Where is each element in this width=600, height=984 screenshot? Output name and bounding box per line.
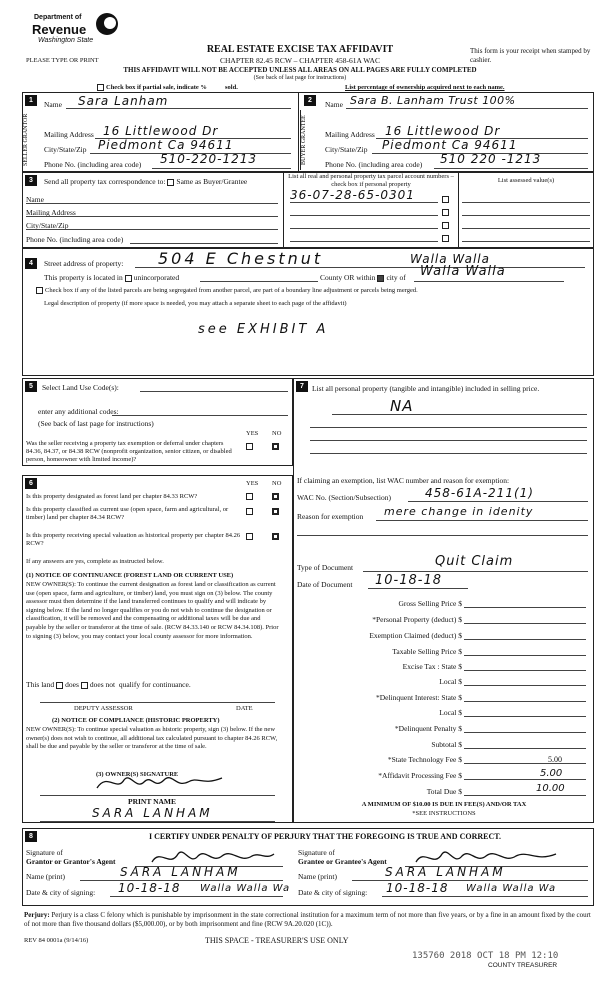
seller-label: SELLER GRANTOR xyxy=(22,110,36,170)
owner-signature[interactable] xyxy=(92,770,232,796)
forest-no-checkbox[interactable] xyxy=(272,493,279,500)
grantor-city[interactable]: Walla Walla Wa xyxy=(200,883,291,894)
seller-name-label: Name xyxy=(44,100,62,109)
gross-price-label: Gross Selling Price $ xyxy=(398,599,462,608)
no-header-6: NO xyxy=(272,480,282,487)
penalty-label: *Delinquent Penalty $ xyxy=(394,724,462,733)
subtotal-label: Subtotal $ xyxy=(431,740,462,749)
corr-name-label: Name xyxy=(26,195,44,204)
grantor-name-label: Name (print) xyxy=(26,872,65,881)
land-qualify-line: This land does does not qualify for continuance. xyxy=(26,680,191,689)
please-print: PLEASE TYPE OR PRINT xyxy=(26,57,99,64)
treasurer-use: THIS SPACE - TREASURER'S USE ONLY xyxy=(205,936,349,945)
buyer-phone[interactable]: 510 220 -1213 xyxy=(440,152,542,166)
street-label: Street address of property: xyxy=(44,259,124,268)
corr-phone-label: Phone No. (including area code) xyxy=(26,235,124,244)
notice-compliance-text: NEW OWNER(S): To continue special valuation as historic property, sign (3) below. If the new owner(s) does not wish to continue, all additional tax calculated pursuant to chapter 84.26 RCW, shall be due and payable by the seller or transferor at the time of sale. xyxy=(26,726,278,751)
personal-prop-checkbox[interactable] xyxy=(442,235,449,242)
grantor-print-name[interactable]: SARA LANHAM xyxy=(120,865,241,879)
located-line: This property is located in unincorporated xyxy=(44,273,180,282)
exempt-yes-checkbox[interactable] xyxy=(246,443,253,450)
section-5-number: 5 xyxy=(25,381,37,392)
same-as-buyer-checkbox[interactable] xyxy=(167,179,174,186)
city-of-name[interactable]: Walla Walla xyxy=(420,264,506,279)
buyer-city[interactable]: Piedmont Ca 94611 xyxy=(382,138,518,152)
county-or-within: County OR within city of xyxy=(320,273,406,282)
warning: THIS AFFIDAVIT WILL NOT BE ACCEPTED UNLESS ALL AREAS ON ALL PAGES ARE FULLY COMPLETED xyxy=(123,66,477,74)
unincorporated-checkbox[interactable] xyxy=(125,275,132,282)
total-due-value[interactable]: 10.00 xyxy=(536,783,565,794)
see-back: (See back of last page for instructions) xyxy=(253,75,347,81)
doc-date-label: Date of Document xyxy=(297,580,353,589)
seller-phone-label: Phone No. (including area code) xyxy=(44,160,142,169)
dept-line: Department of xyxy=(34,14,82,21)
exemption-deduct-label: Exemption Claimed (deduct) $ xyxy=(369,631,462,640)
form-subtitle: CHAPTER 82.45 RCW – CHAPTER 458-61A WAC xyxy=(220,56,380,65)
treasurer-stamp: 135760 2018 OCT 18 PM 12:10 xyxy=(412,951,559,961)
state-line: Washington State xyxy=(38,37,94,44)
interest-local-label: Local $ xyxy=(439,708,462,717)
segregated-line: Check box if any of the listed parcels are being segregated from another parcel, are part of a boundary line adjustment or parcels being merged. xyxy=(34,287,418,294)
exempt-no-checkbox[interactable] xyxy=(272,443,279,450)
does-checkbox[interactable] xyxy=(56,682,63,689)
notice-compliance-title: (2) NOTICE OF COMPLIANCE (HISTORIC PROPERTY) xyxy=(52,717,220,724)
legal-description-label: Legal description of property (if more space is needed, you may attach a separate sheet to each page of the affidavit) xyxy=(44,300,347,307)
partial-sale-checkbox[interactable] xyxy=(97,84,104,91)
tech-fee-value[interactable]: 5.00 xyxy=(548,755,562,764)
no-header-5: NO xyxy=(272,430,282,437)
exemption-reason[interactable]: mere change in idenity xyxy=(384,505,534,518)
seller-city-label: City/State/Zip xyxy=(44,145,87,154)
grantee-date-label: Date & city of signing: xyxy=(298,888,368,897)
taxable-price-label: Taxable Selling Price $ xyxy=(392,647,462,656)
owner-print-name[interactable]: SARA LANHAM xyxy=(92,806,213,820)
forest-yes-checkbox[interactable] xyxy=(246,493,253,500)
section-8-number: 8 xyxy=(25,831,37,842)
exemption-header: If claiming an exemption, list WAC number and reason for exemption: xyxy=(297,476,510,485)
current-use-no-checkbox[interactable] xyxy=(272,508,279,515)
section-1-number: 1 xyxy=(25,95,37,106)
grantee-date[interactable]: 10-18-18 xyxy=(386,881,449,895)
grantee-sig-label: Signature of Grantee or Grantee's Agent xyxy=(298,848,387,866)
deputy-assessor: DEPUTY ASSESSOR xyxy=(74,705,133,712)
grantor-sig-label: Signature of Grantor or Grantor's Agent xyxy=(26,848,116,866)
wac-label: WAC No. (Section/Subsection) xyxy=(297,493,391,502)
buyer-phone-label: Phone No. (including area code) xyxy=(325,160,423,169)
buyer-city-label: City/State/Zip xyxy=(325,145,368,154)
print-name-label: PRINT NAME xyxy=(128,797,176,806)
land-use-label: Select Land Use Code(s): xyxy=(42,383,119,392)
section-7-number: 7 xyxy=(296,381,308,392)
exemption-question: Was the seller receiving a property tax exemption or deferral under chapters 84.36, 84.37, or 84.38 RCW (nonprofit organization, senior citizen, or disabled person, homeowner with limited income)? xyxy=(26,440,232,463)
if-any-yes: If any answers are yes, complete as instructed below. xyxy=(26,558,164,565)
form-title: REAL ESTATE EXCISE TAX AFFIDAVIT xyxy=(206,44,394,55)
grantee-print-name[interactable]: SARA LANHAM xyxy=(385,865,506,879)
within-city-checkbox[interactable] xyxy=(377,275,384,282)
corr-mail-label: Mailing Address xyxy=(26,208,76,217)
current-use-yes-checkbox[interactable] xyxy=(246,508,253,515)
seller-mail[interactable]: 16 Littlewood Dr xyxy=(103,124,219,138)
seller-phone[interactable]: 510-220-1213 xyxy=(160,152,258,166)
current-use-question: Is this property classified as current use (open space, farm and agricultural, or timber) land per chapter 84.34 RCW? xyxy=(26,506,229,521)
dor-logo xyxy=(32,12,122,48)
perjury-statement: Perjury: Perjury is a class C felony which is punishable by imprisonment in the state correctional institution for a maximum term of not more than five years, or by a fine in an amount fixed by the court of not more than five thousand dollars ($5,000.00), or by both imprisonment and fine (RCW 9A.20.020 (1C)). xyxy=(24,911,591,928)
segregated-checkbox[interactable] xyxy=(36,287,43,294)
grantee-city[interactable]: Walla Walla Wa xyxy=(466,883,557,894)
buyer-name-label: Name xyxy=(325,100,343,109)
form-revision: REV 84 0001a (9/14/16) xyxy=(24,937,89,944)
section-4-number: 4 xyxy=(25,258,37,269)
corr-city-label: City/State/Zip xyxy=(26,221,69,230)
sold-label: sold. xyxy=(225,84,238,91)
ownership-pct: List percentage of ownership acquired next to each name. xyxy=(345,84,505,91)
seller-mail-label: Mailing Address xyxy=(44,130,94,139)
tech-fee-label: *State Technology Fee $ xyxy=(387,755,462,764)
receipt-note: This form is your receipt when stamped by cashier. xyxy=(470,47,591,64)
assessed-header: List assessed value(s) xyxy=(497,177,555,184)
proc-fee-label: *Affidavit Processing Fee $ xyxy=(378,771,462,780)
personal-prop-checkbox[interactable] xyxy=(442,209,449,216)
yes-header-5: YES xyxy=(246,430,259,437)
certify-statement: I CERTIFY UNDER PENALTY OF PERJURY THAT THE FOREGOING IS TRUE AND CORRECT. xyxy=(148,832,501,841)
see-instructions: *SEE INSTRUCTIONS xyxy=(412,810,476,817)
assessor-date: DATE xyxy=(236,705,253,712)
logo-name: Revenue xyxy=(32,22,87,37)
personal-prop-checkbox[interactable] xyxy=(442,222,449,229)
forest-question: Is this property designated as forest land per chapter 84.33 RCW? xyxy=(26,493,198,500)
interest-state-label: *Delinquent Interest: State $ xyxy=(375,693,462,702)
buyer-label: BUYER GRANTEE xyxy=(300,110,314,170)
historic-question: Is this property receiving special valuation as historical property per chapter 84.26 RCW? xyxy=(26,532,241,547)
partial-sale: Check box if partial sale, indicate % xyxy=(95,84,207,91)
total-due-label: Total Due $ xyxy=(426,787,462,796)
street-city[interactable]: Walla Walla xyxy=(410,252,490,266)
personal-deduct-label: *Personal Property (deduct) $ xyxy=(372,615,462,624)
excise-state-label: Excise Tax : State $ xyxy=(402,662,462,671)
document-date[interactable]: 10-18-18 xyxy=(375,573,443,588)
reason-label: Reason for exemption xyxy=(297,512,364,521)
personal-prop-checkbox[interactable] xyxy=(442,196,449,203)
proc-fee-value[interactable]: 5.00 xyxy=(540,768,563,779)
section-6-number: 6 xyxy=(25,478,37,489)
county-treasurer: COUNTY TREASURER xyxy=(488,962,558,969)
buyer-mail[interactable]: 16 Littlewood Dr xyxy=(385,124,501,138)
grantee-name-label: Name (print) xyxy=(298,872,337,881)
seller-name[interactable]: Sara Lanham xyxy=(78,94,169,108)
divider xyxy=(298,92,299,172)
minimum-due: A MINIMUM OF $10.00 IS DUE IN FEE(S) AND/OR TAX xyxy=(361,801,527,808)
personal-property-value[interactable]: NA xyxy=(390,397,414,415)
section-2-number: 2 xyxy=(304,95,316,106)
section-3-number: 3 xyxy=(25,175,37,186)
street-address[interactable]: 504 E Chestnut xyxy=(158,249,324,268)
owner-signature-label: (3) OWNER(S) SIGNATURE xyxy=(96,771,179,778)
historic-yes-checkbox[interactable] xyxy=(246,533,253,540)
notice-continuance-title: (1) NOTICE OF CONTINUANCE (FOREST LAND OR CURRENT USE) xyxy=(26,572,234,579)
additional-codes-label: enter any additional codes: xyxy=(38,407,119,416)
document-type[interactable]: Quit Claim xyxy=(435,554,514,569)
grantor-date-label: Date & city of signing: xyxy=(26,888,96,897)
legal-description[interactable]: see EXHIBIT A xyxy=(198,322,329,337)
buyer-mail-label: Mailing Address xyxy=(325,130,375,139)
personal-property-label: List all personal property (tangible and intangible) included in selling price. xyxy=(312,384,540,393)
does-not-checkbox[interactable] xyxy=(81,682,88,689)
send-correspondence: Send all property tax correspondence to: Same as Buyer/Grantee xyxy=(44,177,248,186)
yes-header-6: YES xyxy=(246,480,259,487)
grantor-date[interactable]: 10-18-18 xyxy=(118,881,181,895)
wac-number[interactable]: 458-61A-211(1) xyxy=(425,486,534,500)
parcel-number[interactable]: 36-07-28-65-0301 xyxy=(290,188,415,202)
doc-type-label: Type of Document xyxy=(297,563,354,572)
historic-no-checkbox[interactable] xyxy=(272,533,279,540)
seller-city[interactable]: Piedmont Ca 94611 xyxy=(98,138,234,152)
buyer-name[interactable]: Sara B. Lanham Trust 100% xyxy=(350,94,516,107)
notice-continuance-text: NEW OWNER(S): To continue the current designation as forest land or classification as current use (open space, farm and agriculture, or timber) land, you must sign on (3) below. The county assessor must then determine if the land transferred continues to qualify and will indicate by signing below. If the land no longer qualifies or you do not wish to continue the designation or classification, it will be removed and the compensating or additional taxes will be due and payable by the seller or transferor at the time of sale. (RCW 84.33.140 or RCW 84.34.108). Prior to signing (3) below, you may contact your local county assessor for more information. xyxy=(26,581,279,640)
parcel-header: List all real and personal property tax parcel account numbers – check box if personal property xyxy=(288,173,454,188)
see-back-5: (See back of last page for instructions) xyxy=(38,419,154,428)
excise-local-label: Local $ xyxy=(439,677,462,686)
